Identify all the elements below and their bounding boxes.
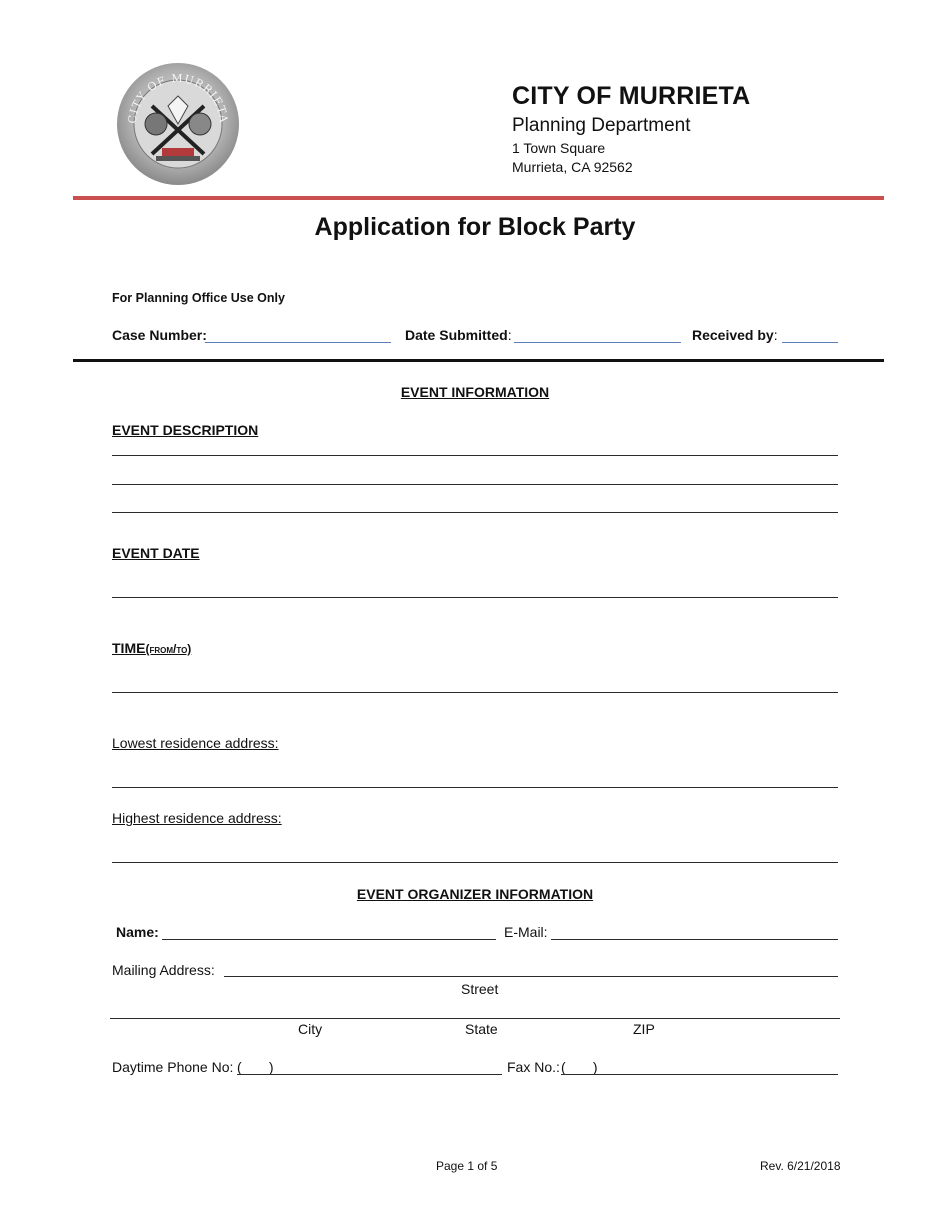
organizer-email-field[interactable] (551, 939, 838, 940)
received-by-label (692, 327, 778, 343)
event-date-label: EVENT DATE (112, 545, 200, 561)
page-number: Page 1 of 5 (436, 1159, 498, 1173)
daytime-phone-label: Daytime Phone No: (112, 1059, 234, 1075)
office-use-divider (73, 359, 884, 362)
date-submitted-field[interactable] (514, 342, 681, 343)
organizer-name-label: Name: (116, 924, 159, 940)
time-label (112, 640, 191, 656)
header-address-line1: 1 Town Square (512, 140, 606, 156)
date-submitted-text: Date Submitted (405, 327, 508, 343)
received-by-colon: : (773, 327, 778, 343)
case-number-label: Case Number: (112, 327, 207, 343)
event-description-line-3[interactable] (112, 512, 838, 513)
header-divider (73, 196, 884, 200)
received-by-field[interactable] (782, 342, 838, 343)
organizer-name-field[interactable] (162, 939, 496, 940)
daytime-phone-field[interactable] (237, 1074, 502, 1075)
street-caption: Street (461, 981, 499, 997)
event-information-heading: EVENT INFORMATION (400, 384, 550, 400)
organizer-email-label: E-Mail: (504, 924, 548, 940)
fax-field[interactable] (561, 1074, 838, 1075)
header-address-line2: Murrieta, CA 92562 (512, 159, 633, 175)
city-seal-logo (116, 62, 240, 186)
lowest-residence-field[interactable] (112, 787, 838, 788)
mailing-address-city-state-zip-field[interactable] (110, 1018, 840, 1019)
svg-text:CITY OF MURRIETA: CITY OF MURRIETA (125, 71, 231, 125)
event-date-field[interactable] (112, 597, 838, 598)
daytime-phone-area-code: ( ) (237, 1059, 274, 1075)
mailing-address-label: Mailing Address: (112, 962, 215, 978)
state-caption: State (465, 1021, 498, 1037)
event-description-line-2[interactable] (112, 484, 838, 485)
time-label-range: (from/to) (145, 642, 192, 656)
highest-residence-label: Highest residence address: (112, 810, 282, 826)
time-label-text: TIME (112, 640, 146, 656)
received-by-text: Received by (692, 327, 774, 343)
case-number-field[interactable] (205, 342, 391, 343)
fax-area-code: ( ) (561, 1059, 598, 1075)
time-field[interactable] (112, 692, 838, 693)
organizer-information-heading: EVENT ORGANIZER INFORMATION (356, 886, 594, 902)
header-city-name: CITY OF MURRIETA (512, 82, 751, 110)
city-caption: City (298, 1021, 323, 1037)
event-description-line-1[interactable] (112, 455, 838, 456)
date-submitted-colon: : (507, 327, 512, 343)
revision-date: Rev. 6/21/2018 (760, 1159, 841, 1173)
office-use-heading: For Planning Office Use Only (112, 291, 285, 305)
header-department: Planning Department (512, 115, 691, 136)
event-description-label: EVENT DESCRIPTION (112, 422, 259, 438)
highest-residence-field[interactable] (112, 862, 838, 863)
date-submitted-label (405, 327, 512, 343)
document-title: Application for Block Party (314, 213, 636, 241)
mailing-address-street-field[interactable] (224, 976, 838, 977)
fax-label: Fax No.: (507, 1059, 560, 1075)
lowest-residence-label: Lowest residence address: (112, 735, 279, 751)
zip-caption: ZIP (633, 1021, 655, 1037)
